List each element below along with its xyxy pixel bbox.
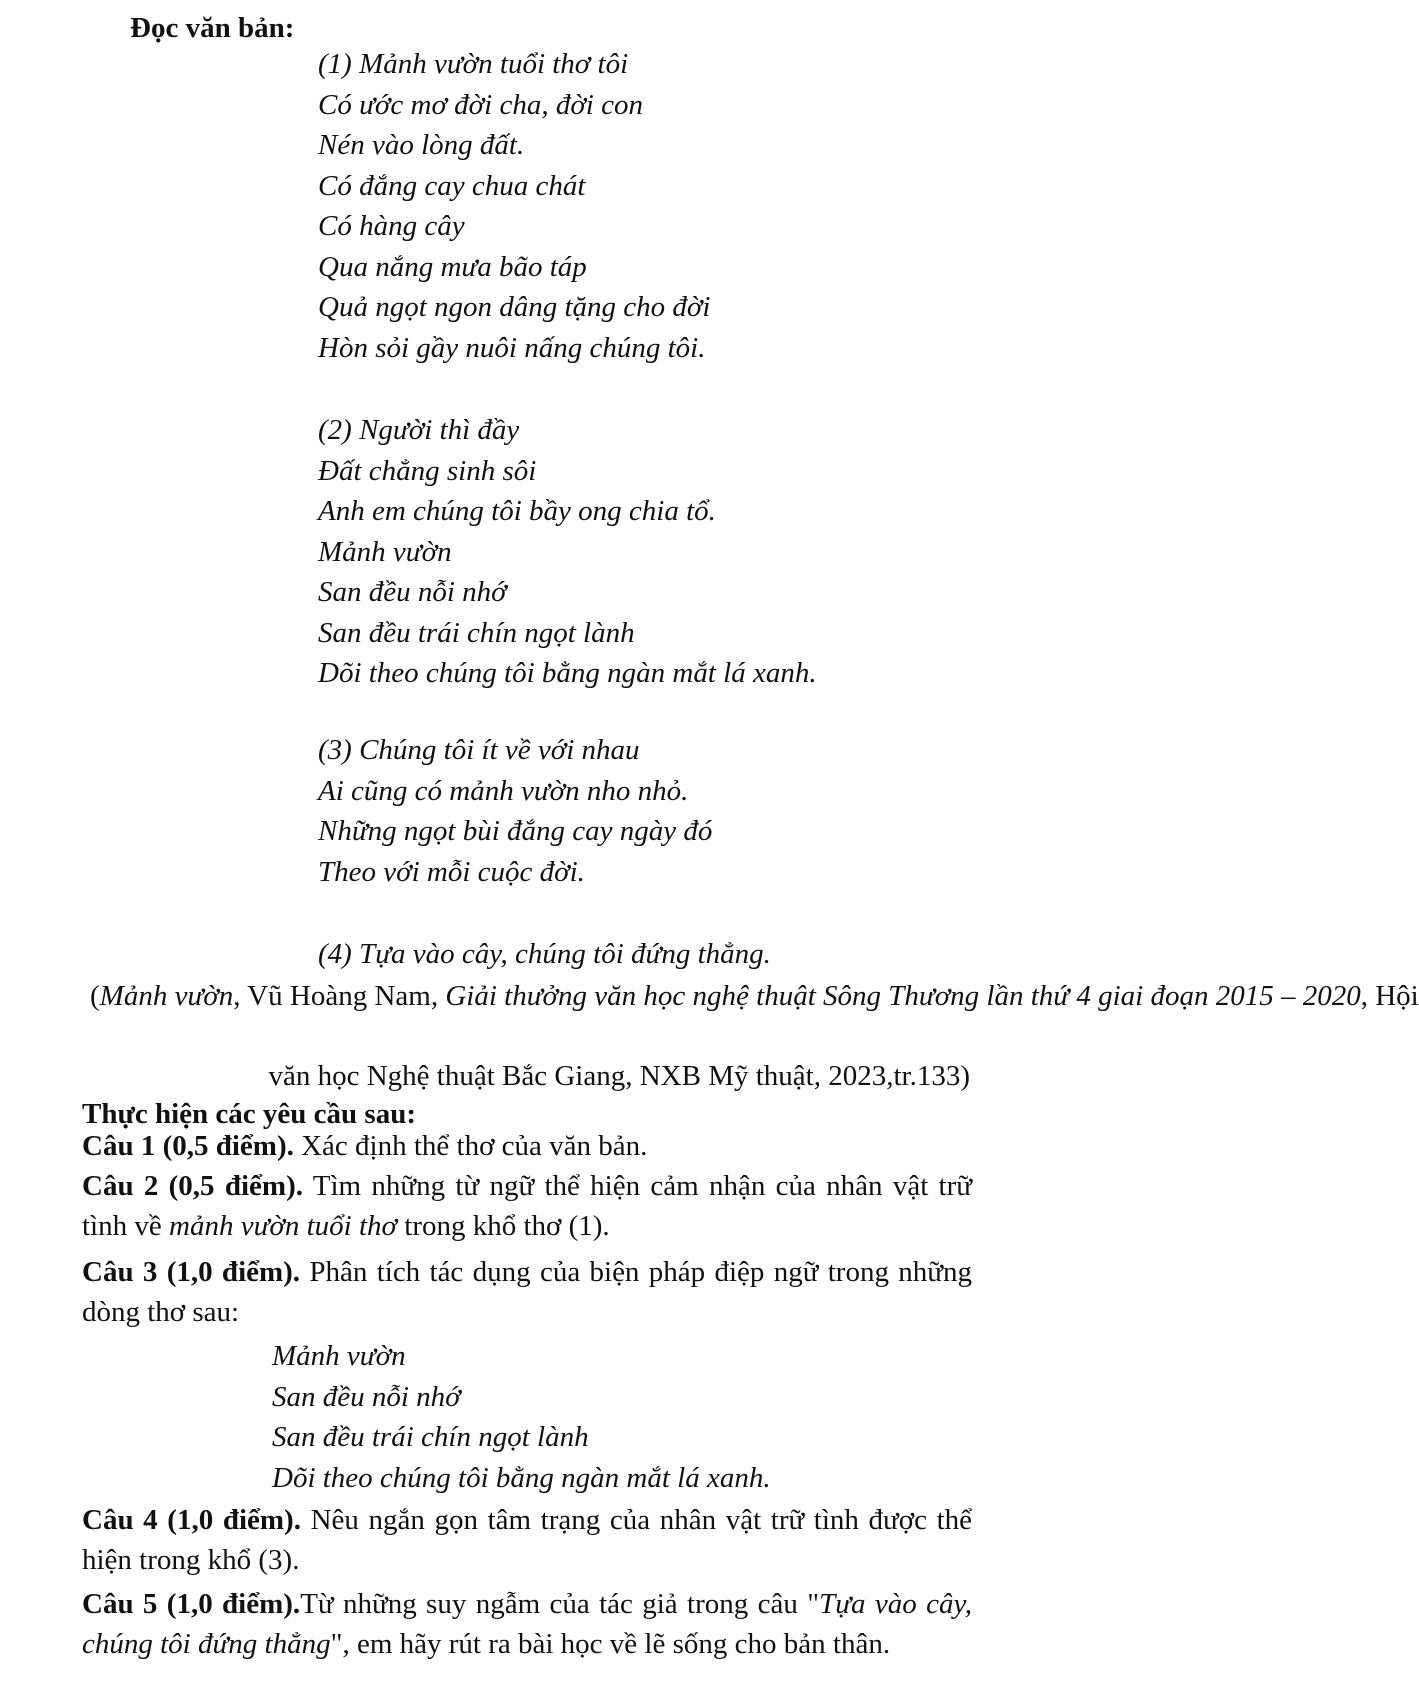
poem-line: Nén vào lòng đất.: [318, 129, 525, 161]
stanza-3: [318, 730, 712, 892]
poem-line: Dõi theo chúng tôi bằng ngàn mắt lá xanh.: [318, 657, 817, 689]
award-name: Giải thưởng văn học nghệ thuật Sông Thương lần thứ 4 giai đoạn 2015 – 2020: [445, 980, 1361, 1012]
poem-line: Có đắng cay chua chát: [318, 169, 586, 202]
poem-line: Những ngọt bùi đắng cay ngày đó: [318, 815, 713, 847]
stanza-1: [318, 44, 710, 368]
poem-line: Có ước mơ đời cha, đời con: [318, 88, 643, 121]
question-2: Câu 2 (0,5 điểm). Tìm những từ ngữ thể hiện cảm nhận của nhân vật trữ tình về mảnh vườn tuổi thơ trong khổ thơ (1).: [82, 1170, 972, 1242]
task-heading: Thực hiện các yêu cầu sau:: [82, 1098, 416, 1130]
poem-line: Quả ngọt ngon dâng tặng cho đời: [318, 291, 711, 323]
poem-line: (4) Tựa vào cây, chúng tôi đứng thẳng.: [318, 938, 771, 970]
poem-line: Qua nắng mưa bão táp: [318, 250, 587, 283]
source-citation: (Mảnh vườn, Vũ Hoàng Nam, Giải thưởng văn học nghệ thuật Sông Thương lần thứ 4 giai đoạn 2015 – 2020, Hội: [90, 980, 1419, 1012]
poem-line: (2) Người thì đầy: [318, 414, 520, 446]
poem-line: Mảnh vườn: [318, 535, 452, 568]
excerpt-line: Dõi theo chúng tôi bằng ngàn mắt lá xanh.: [272, 1461, 771, 1494]
excerpt-line: Mảnh vườn: [272, 1340, 406, 1372]
poem-line: (1) Mảnh vườn tuổi thơ tôi: [318, 48, 629, 80]
reading-heading: Đọc văn bản:: [130, 12, 295, 44]
source-citation-tail: văn học Nghệ thuật Bắc Giang, NXB Mỹ thuật, 2023,tr.133): [268, 1060, 970, 1092]
poem-line: (3) Chúng tôi ít về với nhau: [318, 734, 640, 766]
stanza-2: [318, 410, 817, 694]
excerpt-line: San đều trái chín ngọt lành: [272, 1421, 589, 1453]
poem-line: Anh em chúng tôi bầy ong chia tổ.: [318, 495, 716, 527]
question-1: Câu 1 (0,5 điểm). Xác định thể thơ của văn bản.: [82, 1130, 648, 1162]
question-4: Câu 4 (1,0 điểm). Nêu ngắn gọn tâm trạng của nhân vật trữ tình được thể hiện trong khổ (3).: [82, 1504, 973, 1576]
poem-line: San đều nỗi nhớ: [318, 576, 507, 608]
poem-line: Theo với mỗi cuộc đời.: [318, 855, 585, 888]
excerpt-lines: [272, 1336, 771, 1498]
poem-line: Ai cũng có mảnh vườn nho nhỏ.: [318, 774, 689, 807]
poem-title: Mảnh vườn: [99, 980, 234, 1012]
question-3: Câu 3 (1,0 điểm). Phân tích tác dụng của biện pháp điệp ngữ trong những dòng thơ sau:: [82, 1256, 972, 1328]
poem-line: San đều trái chín ngọt lành: [318, 616, 635, 649]
stanza-4: [318, 934, 771, 975]
poem-line: Hòn sỏi gầy nuôi nấng chúng tôi.: [318, 331, 706, 364]
poem-line: Có hàng cây: [318, 210, 465, 242]
excerpt-line: San đều nỗi nhớ: [272, 1380, 461, 1413]
question-5: Câu 5 (1,0 điểm).Từ những suy ngẫm của tác giả trong câu "Tựa vào cây, chúng tôi đứng thẳng", em hãy rút ra bài học về lẽ sống cho bản thân.: [82, 1588, 972, 1660]
poem-line: Đất chẳng sinh sôi: [318, 454, 537, 487]
